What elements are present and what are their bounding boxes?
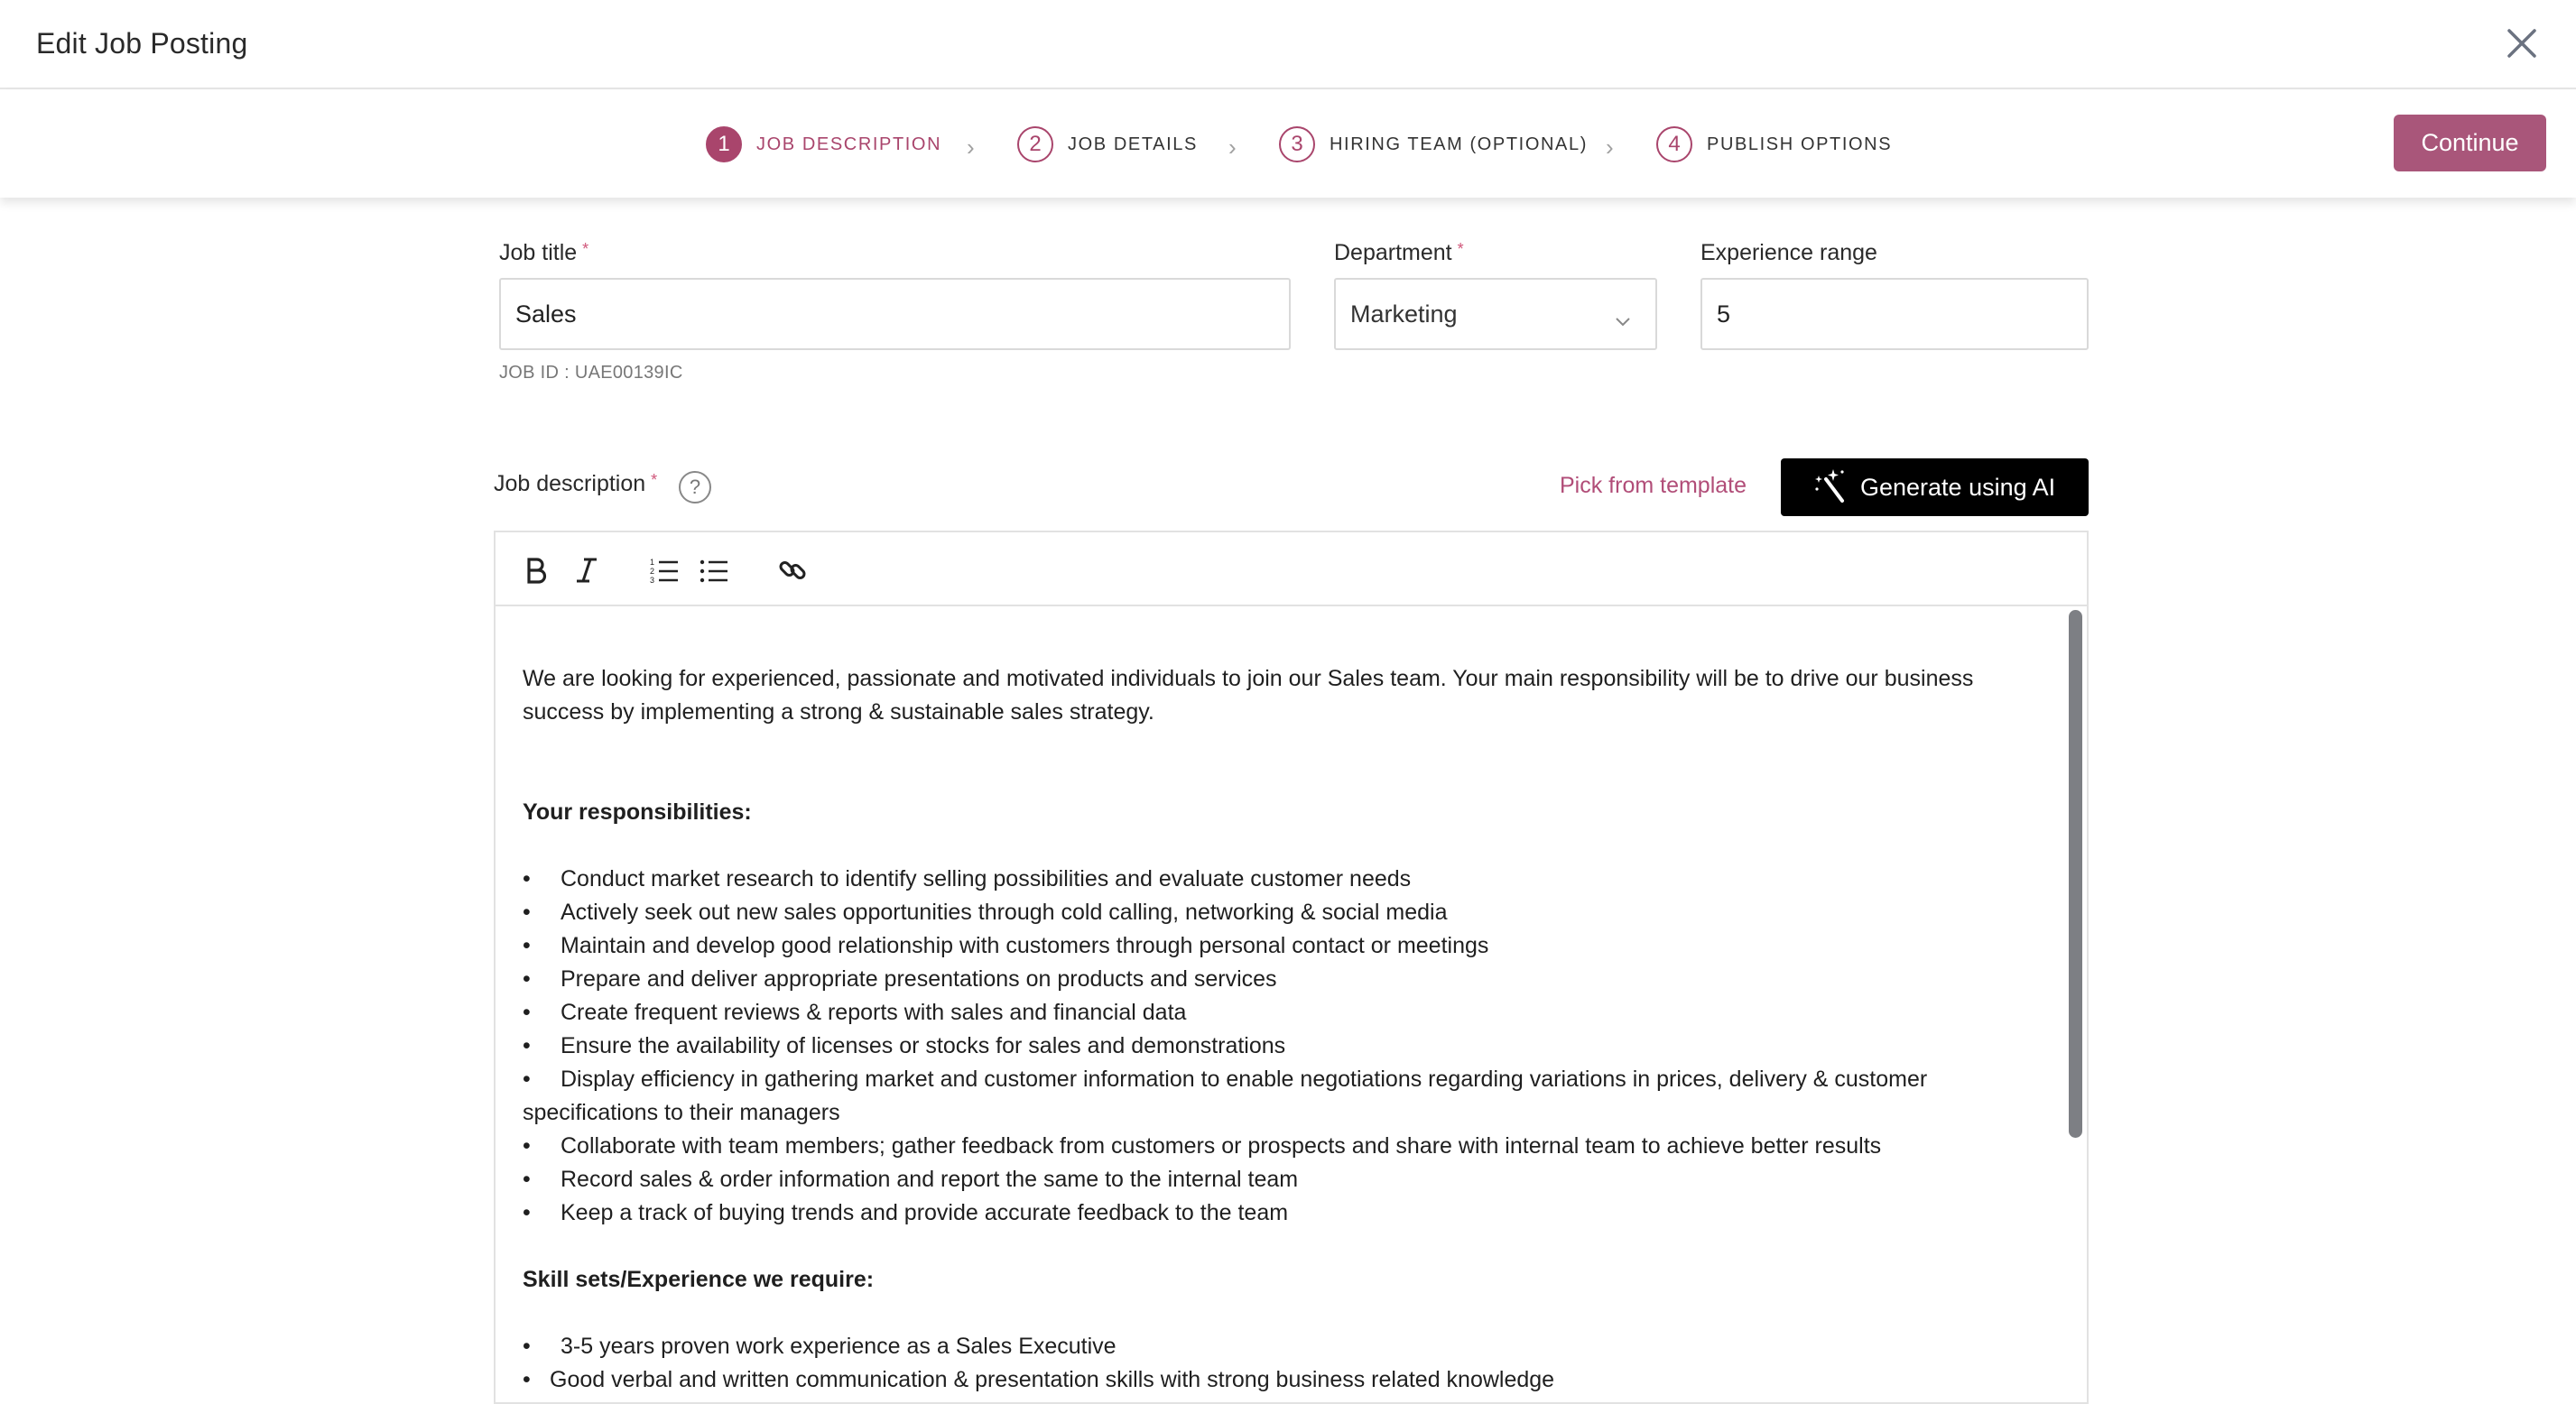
editor-toolbar — [494, 531, 2089, 606]
department-label-text: Department — [1334, 240, 1452, 265]
list-item — [523, 896, 2039, 929]
bullet: • — [523, 866, 531, 891]
chevron-right-icon: › — [967, 134, 975, 161]
list-item-text: Good verbal and written communication & presentation skills with strong business related knowledge — [550, 1367, 1555, 1392]
list-item — [523, 1030, 2039, 1063]
experience-input[interactable] — [1700, 278, 2089, 350]
list-item — [523, 996, 2039, 1030]
list-item-text: Maintain and develop good relationship with customers through personal contact or meetings — [561, 933, 1489, 958]
rich-text-editor[interactable] — [494, 606, 2089, 1404]
bullet: • — [523, 1067, 531, 1092]
svg-text:1: 1 — [650, 558, 655, 567]
list-item — [523, 963, 2039, 996]
help-icon[interactable]: ? — [679, 471, 711, 503]
generate-ai-label: Generate using AI — [1860, 473, 2056, 501]
list-item-text: Conduct market research to identify selling possibilities and evaluate customer needs — [561, 866, 1412, 891]
editor-content — [523, 662, 2039, 1397]
intro-paragraph: We are looking for experienced, passionate and motivated individuals to join our Sales team. Your main responsibility will be to drive our business success by implementing a strong & sustainable sales strategy. — [523, 666, 1974, 725]
numbered-list-icon[interactable] — [646, 552, 682, 588]
job-title-label-text: Job title — [499, 240, 578, 265]
editor-scrollbar[interactable] — [2069, 610, 2082, 1138]
list-item — [523, 863, 2039, 896]
bullet: • — [523, 966, 531, 992]
svg-text:2: 2 — [650, 567, 655, 576]
chevron-right-icon: › — [1606, 134, 1614, 161]
chevron-down-icon — [1614, 307, 1632, 335]
bullet: • — [523, 933, 531, 958]
step-label: JOB DETAILS — [1068, 134, 1198, 154]
list-item-text: Keep a track of buying trends and provide accurate feedback to the team — [561, 1200, 1289, 1225]
job-id: JOB ID : UAE00139IC — [499, 363, 683, 383]
list-item — [523, 929, 2039, 963]
required-mark: * — [582, 240, 589, 258]
required-mark: * — [651, 471, 658, 489]
bullet-list-icon[interactable] — [696, 552, 732, 588]
pick-from-template-link[interactable]: Pick from template — [1560, 473, 1747, 498]
list-item-text: Collaborate with team members; gather feedback from customers or prospects and share with internal team to achieve better results — [561, 1133, 1882, 1159]
list-item — [523, 1363, 2039, 1397]
job-title-label — [499, 240, 588, 266]
continue-button[interactable]: Continue — [2394, 115, 2546, 171]
bullet: • — [523, 1367, 531, 1392]
job-description-label-text: Job description — [494, 471, 646, 496]
step-hiring-team[interactable] — [1279, 125, 1588, 164]
list-item — [523, 1163, 2039, 1196]
step-label: JOB DESCRIPTION — [756, 134, 942, 154]
step-job-description[interactable] — [706, 125, 941, 164]
experience-label: Experience range — [1700, 240, 1877, 265]
skills-heading: Skill sets/Experience we require: — [523, 1267, 875, 1292]
list-item-text: 3-5 years proven work experience as a Sales Executive — [561, 1334, 1117, 1359]
step-number: 3 — [1279, 126, 1315, 162]
list-item-text: Prepare and deliver appropriate presentations on products and services — [561, 966, 1277, 992]
step-label: HIRING TEAM (OPTIONAL) — [1330, 134, 1588, 154]
bullet: • — [523, 900, 531, 925]
list-item — [523, 1063, 2039, 1130]
step-number: 4 — [1656, 126, 1692, 162]
list-item-text: Ensure the availability of licenses or stocks for sales and demonstrations — [561, 1033, 1286, 1058]
bold-icon[interactable] — [518, 552, 554, 588]
step-number: 2 — [1017, 126, 1053, 162]
list-item-text: Create frequent reviews & reports with sales and financial data — [561, 1000, 1187, 1025]
link-icon[interactable] — [774, 552, 811, 588]
step-label: PUBLISH OPTIONS — [1707, 134, 1893, 154]
bullet: • — [523, 1200, 531, 1225]
step-number: 1 — [706, 126, 742, 162]
list-item-text: Record sales & order information and report the same to the internal team — [561, 1167, 1299, 1192]
step-job-details[interactable] — [1017, 125, 1198, 164]
list-item — [523, 1330, 2039, 1363]
list-item-text: Actively seek out new sales opportunities through cold calling, networking & social media — [561, 900, 1448, 925]
bullet: • — [523, 1167, 531, 1192]
bullet: • — [523, 1000, 531, 1025]
bullet: • — [523, 1133, 531, 1159]
svg-text:3: 3 — [650, 576, 655, 584]
step-publish-options[interactable] — [1656, 125, 1892, 164]
department-label — [1334, 240, 1464, 266]
italic-icon[interactable] — [569, 552, 605, 588]
chevron-right-icon: › — [1228, 134, 1237, 161]
job-description-label — [494, 471, 657, 497]
list-item — [523, 1196, 2039, 1230]
list-item — [523, 1130, 2039, 1163]
modal-header — [0, 0, 2576, 89]
stepper — [0, 90, 2576, 198]
bullet: • — [523, 1334, 531, 1359]
magic-wand-icon — [1812, 466, 1849, 509]
page-title: Edit Job Posting — [36, 27, 248, 60]
list-item-text: Display efficiency in gathering market and customer information to enable negotiations regarding variations in prices, delivery & customer specifications to their managers — [523, 1067, 1928, 1125]
department-value: Marketing — [1350, 300, 1458, 328]
bullet: • — [523, 1033, 531, 1058]
required-mark: * — [1457, 240, 1464, 258]
responsibilities-heading: Your responsibilities: — [523, 799, 752, 825]
department-select[interactable] — [1334, 278, 1657, 350]
job-title-input[interactable] — [499, 278, 1291, 350]
close-icon[interactable] — [2504, 25, 2540, 61]
generate-ai-button[interactable] — [1781, 458, 2089, 516]
